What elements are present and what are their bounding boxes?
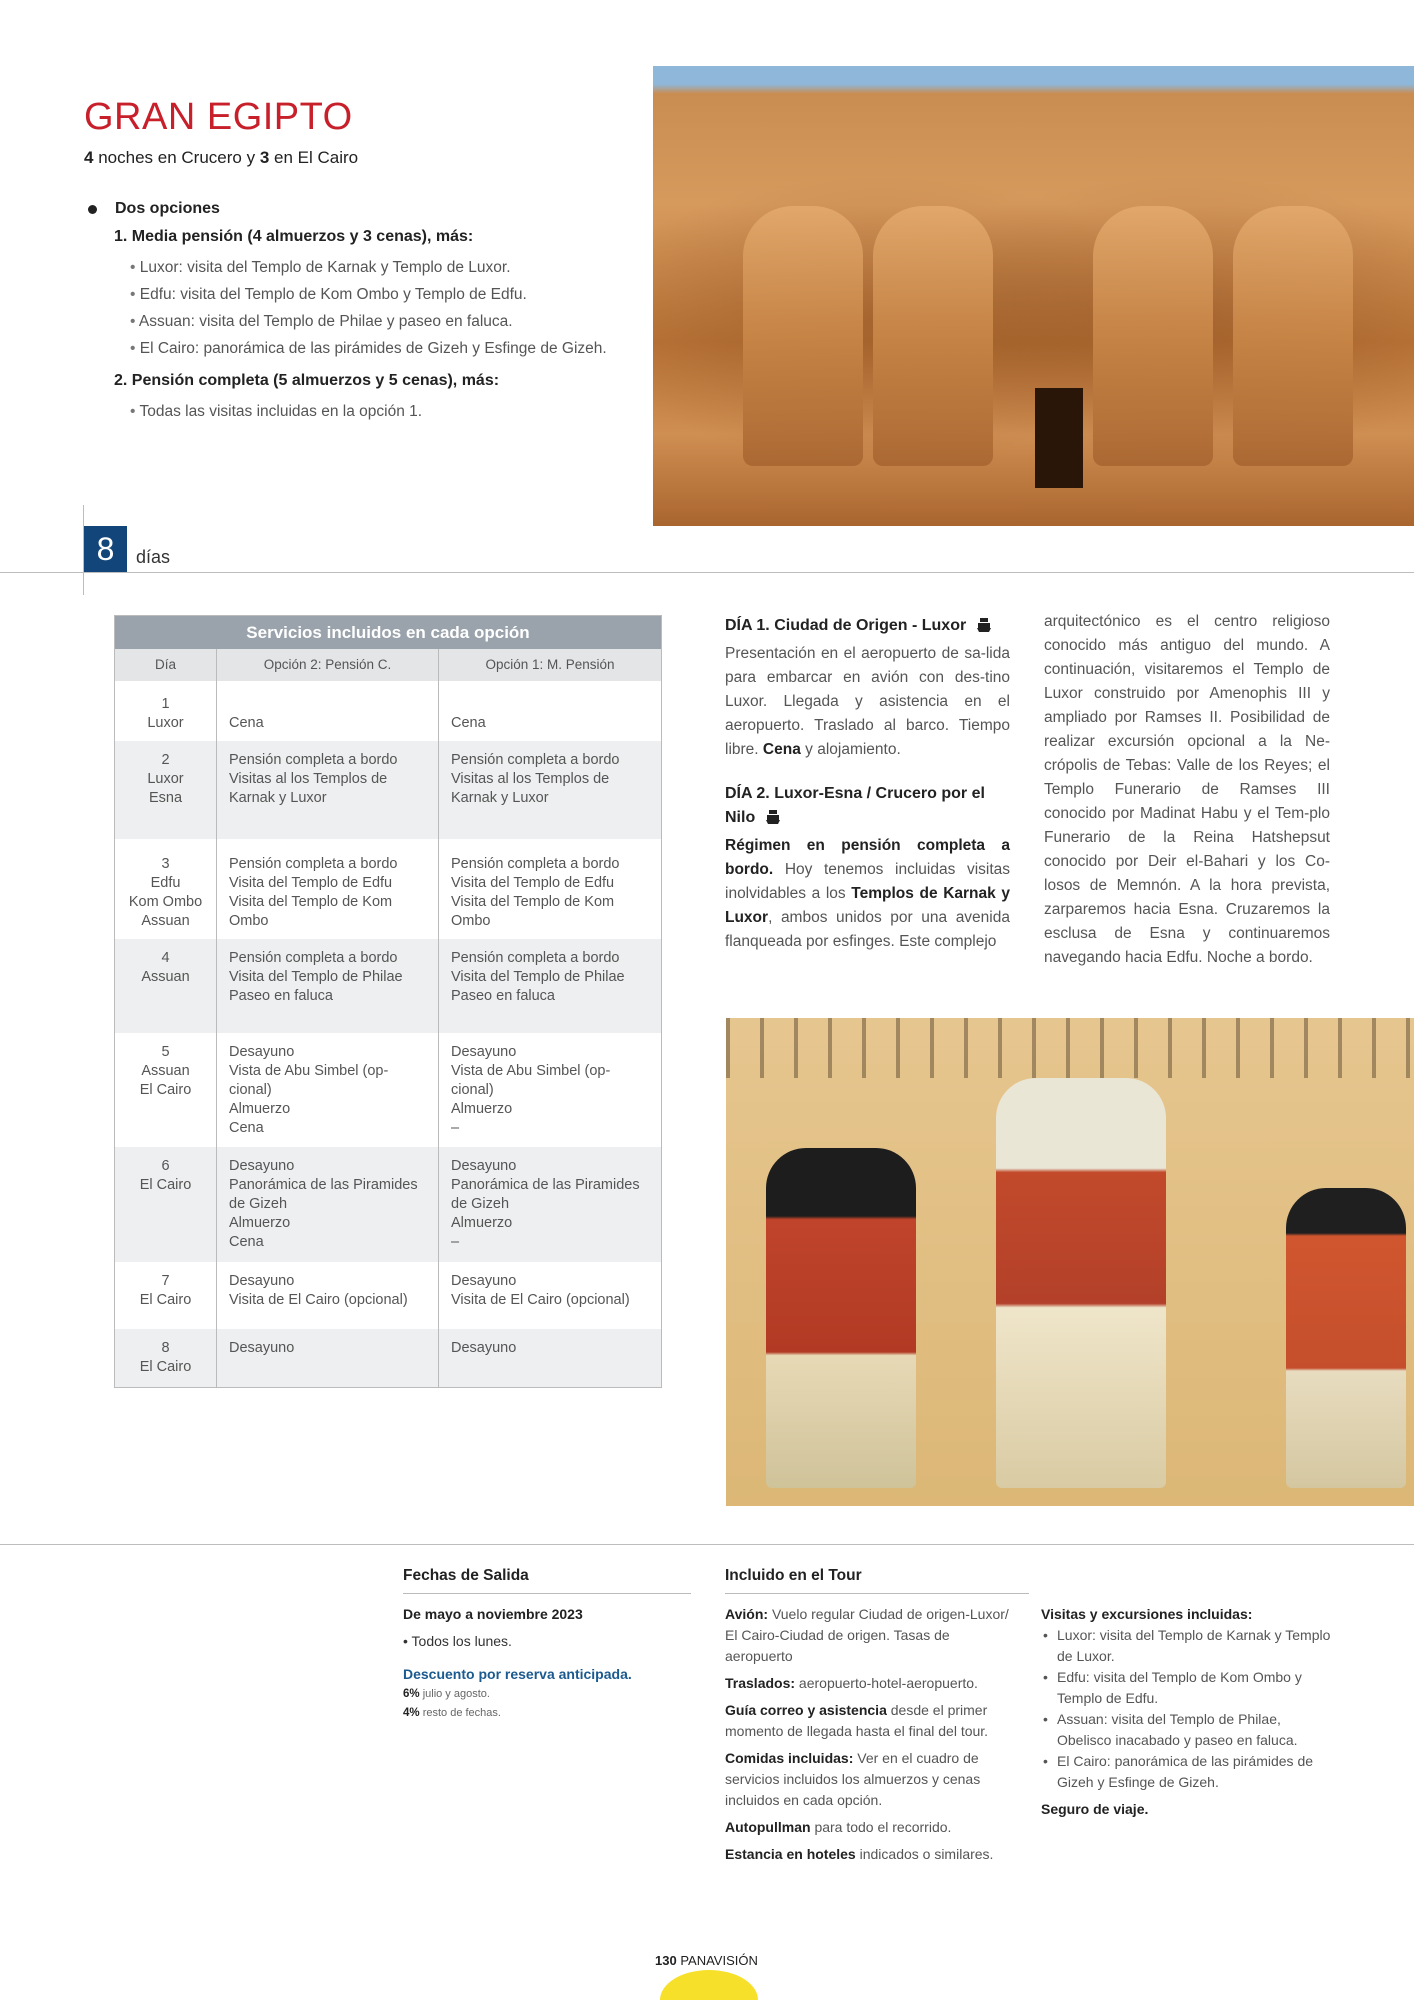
day-number: 1 — [161, 696, 170, 712]
cell-line: Karnak y Luxor — [451, 790, 549, 806]
option2-cell — [216, 1329, 438, 1387]
day-cell — [115, 839, 216, 939]
list-item: • Todas las visitas incluidas en la opción 1. — [130, 398, 654, 425]
seguro-label: Seguro de viaje. — [1041, 1801, 1149, 1817]
option1-cell — [438, 741, 661, 839]
option1-cell — [438, 1033, 661, 1147]
list-item: • El Cairo: panorámica de las pirámides de Gizeh y Esfinge de Gizeh. — [130, 335, 654, 362]
option2-list — [130, 398, 654, 425]
day-number: 7 — [161, 1273, 170, 1289]
table-row — [115, 1147, 661, 1262]
option1-cell — [438, 939, 661, 1033]
list-item: • Edfu: visita del Templo de Kom Ombo y Templo de Edfu. — [130, 281, 654, 308]
option1-cell — [438, 1329, 661, 1387]
cell-line: Ombo — [451, 913, 491, 929]
autopullman-label: Autopullman — [725, 1819, 811, 1835]
cell-line: Desayuno — [451, 1158, 517, 1174]
included-autopullman — [725, 1817, 1015, 1838]
trip-subtitle — [84, 148, 358, 168]
day-cell — [115, 741, 216, 839]
cell-line: Pensión completa a bordo — [451, 950, 620, 966]
day-city: El Cairo — [139, 1082, 192, 1098]
traslados-label: Traslados: — [725, 1675, 796, 1691]
cell-line: de Gizeh — [229, 1196, 288, 1212]
cell-line: Pensión completa a bordo — [229, 856, 398, 872]
list-item: • Luxor: visita del Templo de Karnak y Templo de Luxor. — [1041, 1625, 1331, 1667]
estancia-label: Estancia en hoteles — [725, 1846, 856, 1862]
day-city: Kom Ombo — [128, 894, 203, 910]
services-table-header — [115, 649, 661, 681]
guia-label: Guía correo y asistencia — [725, 1702, 887, 1718]
day-city: Luxor — [147, 771, 184, 787]
included-heading: Incluido en el Tour — [725, 1565, 1029, 1594]
day-cell — [115, 1147, 216, 1262]
visitas-label — [1041, 1604, 1331, 1625]
departures-section — [403, 1565, 691, 1723]
nights-cruise-text: noches en Crucero y — [98, 148, 256, 167]
estancia-text: indicados o similares. — [859, 1846, 994, 1862]
cell-line: cional) — [229, 1082, 272, 1098]
footer-divider — [0, 1544, 1414, 1545]
cell-line: Vista de Abu Simbel (op- — [451, 1063, 611, 1079]
cell-line: Almuerzo — [229, 1101, 291, 1117]
services-table-title: Servicios incluidos en cada opción — [115, 616, 661, 649]
cell-line: Paseo en faluca — [229, 988, 333, 1004]
cell-line: Almuerzo — [451, 1215, 513, 1231]
guia-text: desde el primer momento de llegada hasta el final del tour. — [725, 1702, 989, 1739]
cell-line: Desayuno — [451, 1273, 517, 1289]
option1-list — [130, 254, 654, 362]
option1-title: 1. Media pensión (4 almuerzos y 3 cenas), más: — [114, 228, 474, 245]
autopullman-text: para todo el recorrido. — [814, 1819, 952, 1835]
day-cell — [115, 681, 216, 741]
abu-simbel-photo — [653, 66, 1414, 526]
cell-line: Visitas al los Templos de — [451, 771, 610, 787]
cell-line: Karnak y Luxor — [229, 790, 327, 806]
option1-cell — [438, 681, 661, 741]
nights-cairo-text: en El Cairo — [274, 148, 359, 167]
day2-title-text: DÍA 2. Luxor-Esna / Crucero por el Nilo — [725, 785, 985, 826]
day-city: Assuan — [141, 913, 190, 929]
cell-line: Ombo — [229, 913, 269, 929]
day1-title — [725, 614, 1010, 638]
option2-cell — [216, 939, 438, 1033]
page-number — [655, 1953, 758, 1968]
column-header-day: Día — [154, 657, 176, 672]
papyrus-photo — [726, 1018, 1414, 1506]
list-item: • El Cairo: panorámica de las pirámides de Gizeh y Esfinge de Gizeh. — [1041, 1751, 1331, 1793]
statue-shape — [743, 206, 863, 466]
departures-heading: Fechas de Salida — [403, 1565, 691, 1594]
section-divider — [0, 572, 1414, 573]
ship-icon — [766, 808, 780, 824]
day-number: 2 — [161, 752, 170, 768]
included-column-left — [725, 1604, 1015, 1871]
day1-title-text: DÍA 1. Ciudad de Origen - Luxor — [725, 617, 967, 634]
option2-cell — [216, 1033, 438, 1147]
included-avion — [725, 1604, 1015, 1667]
option2-cell — [216, 741, 438, 839]
cell-line: Cena — [229, 1120, 264, 1136]
cell-line: Cena — [229, 1234, 264, 1250]
traslados-text: aeropuerto-hotel-aeropuerto. — [798, 1675, 978, 1691]
cell-line: Visita del Templo de Kom — [451, 894, 615, 910]
included-comidas — [725, 1748, 1015, 1811]
anubis-figure — [766, 1148, 916, 1488]
day-city: Luxor — [147, 715, 184, 731]
list-item: • Edfu: visita del Templo de Kom Ombo y Templo de Edfu. — [1041, 1667, 1331, 1709]
services-table — [114, 615, 662, 1388]
statue-shape — [1233, 206, 1353, 466]
options-section — [84, 200, 654, 435]
page-number-value: 130 — [655, 1953, 677, 1968]
cell-line: Pensión completa a bordo — [451, 752, 620, 768]
discount-title: Descuento por reserva anticipada. — [403, 1666, 632, 1682]
cell-line: Desayuno — [229, 1158, 295, 1174]
ship-icon — [977, 616, 991, 632]
yellow-tab-decoration — [660, 1970, 758, 2000]
brand-name: PANAVISIÓN — [680, 1953, 758, 1968]
table-row — [115, 741, 661, 839]
day2-title — [725, 782, 1010, 830]
avion-text: Vuelo regular Ciudad de origen-Luxor/ El Cairo-Ciudad de origen. Tasas de aeropuerto — [725, 1606, 1009, 1664]
options-heading — [84, 200, 654, 218]
avion-label: Avión: — [725, 1606, 769, 1622]
options-heading-label: Dos opciones — [115, 200, 220, 217]
day-number: 6 — [161, 1158, 170, 1174]
day2-description — [725, 834, 1010, 954]
departures-weekday: • Todos los lunes. — [403, 1633, 512, 1649]
day-city: El Cairo — [139, 1292, 192, 1308]
day-city: Assuan — [141, 1063, 190, 1079]
cell-line: Cena — [229, 715, 264, 731]
cell-line: Desayuno — [451, 1044, 517, 1060]
cell-line: – — [451, 1120, 460, 1136]
cell-line: Visita del Templo de Kom — [229, 894, 393, 910]
cell-line: Panorámica de las Piramides — [451, 1177, 640, 1193]
day2-bold-temples: Templos de Karnak y Luxor — [725, 885, 1010, 926]
day-cell — [115, 1033, 216, 1147]
cell-line: Visita de El Cairo (opcional) — [451, 1292, 630, 1308]
day2-bold: Régimen en pensión completa a bordo. — [725, 837, 1010, 878]
day1-bold: Cena — [762, 741, 801, 758]
table-row — [115, 939, 661, 1033]
option2-cell — [216, 839, 438, 939]
cell-line: Visita del Templo de Edfu — [451, 875, 615, 891]
day1-text: Presentación en el aeropuerto de sa-lida para embarcar en avión con des-tino Luxor. Llegada y asistencia en el aeropuerto. Traslado al barco. Tiempo libre. — [725, 645, 1010, 758]
cell-line: Paseo en faluca — [451, 988, 555, 1004]
day1-text-end: y alojamiento. — [805, 741, 901, 758]
option1-cell — [438, 1262, 661, 1329]
discount-pct: 6% — [403, 1688, 420, 1700]
cell-line: Pensión completa a bordo — [229, 752, 398, 768]
temple-door — [1035, 388, 1083, 488]
goddess-figure — [1286, 1188, 1406, 1488]
discount-pct: 4% — [403, 1707, 420, 1719]
visitas-list — [1041, 1625, 1331, 1793]
cell-line: Visitas al los Templos de — [229, 771, 388, 787]
day-city: El Cairo — [139, 1359, 192, 1375]
discount-text: julio y agosto. — [422, 1688, 490, 1700]
table-row — [115, 839, 661, 939]
column-header-option1: Opción 1: M. Pensión — [438, 649, 661, 681]
option2-cell — [216, 681, 438, 741]
day-city: El Cairo — [139, 1177, 192, 1193]
included-columns — [725, 1604, 1330, 1871]
seguro — [1041, 1799, 1331, 1820]
day-cell — [115, 1329, 216, 1387]
day2-text: Hoy tenemos incluidas visitas inolvidables a los — [725, 861, 1011, 902]
cell-line: Desayuno — [229, 1044, 295, 1060]
day-number: 4 — [161, 950, 170, 966]
included-guia — [725, 1700, 1015, 1742]
included-column-right — [1041, 1604, 1331, 1871]
list-item: • Luxor: visita del Templo de Karnak y Templo de Luxor. — [130, 254, 654, 281]
table-row — [115, 681, 661, 741]
comidas-label: Comidas incluidas: — [725, 1750, 854, 1766]
comidas-text: Ver en el cuadro de servicios incluidos los almuerzos y cenas incluidos en cada opción. — [725, 1750, 981, 1808]
option1-cell — [438, 839, 661, 939]
statue-shape — [873, 206, 993, 466]
cell-line: Panorámica de las Piramides — [229, 1177, 418, 1193]
visitas-label-text: Visitas y excursiones incluidas: — [1041, 1606, 1253, 1622]
itinerary-column-left — [725, 614, 1010, 974]
option2-title: 2. Pensión completa (5 almuerzos y 5 cenas), más: — [114, 372, 500, 389]
cell-line: Visita de El Cairo (opcional) — [229, 1292, 408, 1308]
hieroglyph-band — [726, 1018, 1414, 1078]
day2-continued: arquitectónico es el centro religioso conocido más antiguo del mundo. A continuación, visitaremos el Templo de Luxor construido por Amenophis III y ampliado por Ramses II. Posibilidad de realizar excursión opcional a la Ne-crópolis de Tebas: Valle de los Reyes; el Templo Funerario de Ramses III conocido por Madinat Habu y el Tem-plo Funerario de la Reina Hatshepsut conocido por Deir el-Bahari y los Co-losos de Memnón. A la hora prevista, zarparemos hacia Esna. Cruzaremos la esclusa de Esna y continuaremos navegando hacia Edfu. Noche a bordo. — [1044, 613, 1330, 966]
page-title: GRAN EGIPTO — [84, 96, 353, 138]
table-row — [115, 1329, 661, 1387]
days-number-badge: 8 — [84, 526, 127, 572]
cell-line: – — [451, 1234, 460, 1250]
table-row — [115, 1033, 661, 1147]
list-item: • Assuan: visita del Templo de Philae y paseo en faluca. — [130, 308, 654, 335]
option2-cell — [216, 1147, 438, 1262]
bullet-dot-icon — [88, 205, 97, 214]
discount-line — [403, 1685, 691, 1704]
list-item: • Assuan: visita del Templo de Philae, Obelisco inacabado y paseo en faluca. — [1041, 1709, 1331, 1751]
days-label: días — [136, 547, 171, 567]
cell-line: de Gizeh — [451, 1196, 510, 1212]
cell-line: Pensión completa a bordo — [451, 856, 620, 872]
statue-shape — [1093, 206, 1213, 466]
pharaoh-figure — [996, 1078, 1166, 1488]
nights-cairo: 3 — [259, 148, 270, 167]
departures-weekday-text: Todos los lunes. — [411, 1633, 512, 1649]
cell-line: Visita del Templo de Philae — [229, 969, 403, 985]
option1-cell — [438, 1147, 661, 1262]
day-city: Edfu — [150, 875, 181, 891]
day-number: 8 — [161, 1340, 170, 1356]
table-row — [115, 1262, 661, 1329]
option2-cell — [216, 1262, 438, 1329]
day-city: Assuan — [141, 969, 190, 985]
discount-text: resto de fechas. — [422, 1707, 501, 1719]
cell-line: Visita del Templo de Philae — [451, 969, 625, 985]
included-estancia — [725, 1844, 1015, 1865]
day1-description — [725, 642, 1010, 762]
cell-line: Vista de Abu Simbel (op- — [229, 1063, 389, 1079]
cell-line: Desayuno — [229, 1273, 295, 1289]
cell-line: Almuerzo — [451, 1101, 513, 1117]
day2-text-end: , ambos unidos por una avenida flanqueada por esfinges. Este complejo — [725, 909, 1010, 950]
discount-line — [403, 1704, 691, 1723]
cell-line: Cena — [451, 715, 486, 731]
included-section — [725, 1565, 1330, 1871]
day-number: 5 — [161, 1044, 170, 1060]
day-city: Esna — [148, 790, 183, 806]
cell-line: Pensión completa a bordo — [229, 950, 398, 966]
day-cell — [115, 1262, 216, 1329]
nights-cruise: 4 — [84, 148, 94, 167]
day-number: 3 — [161, 856, 170, 872]
itinerary-column-right — [1044, 610, 1330, 990]
cell-line: cional) — [451, 1082, 494, 1098]
cell-line: Desayuno — [229, 1340, 295, 1356]
day-cell — [115, 939, 216, 1033]
included-traslados — [725, 1673, 1015, 1694]
column-header-option2: Opción 2: Pensión C. — [216, 649, 438, 681]
cell-line: Almuerzo — [229, 1215, 291, 1231]
cell-line: Visita del Templo de Edfu — [229, 875, 393, 891]
departures-range: De mayo a noviembre 2023 — [403, 1606, 583, 1622]
cell-line: Desayuno — [451, 1340, 517, 1356]
